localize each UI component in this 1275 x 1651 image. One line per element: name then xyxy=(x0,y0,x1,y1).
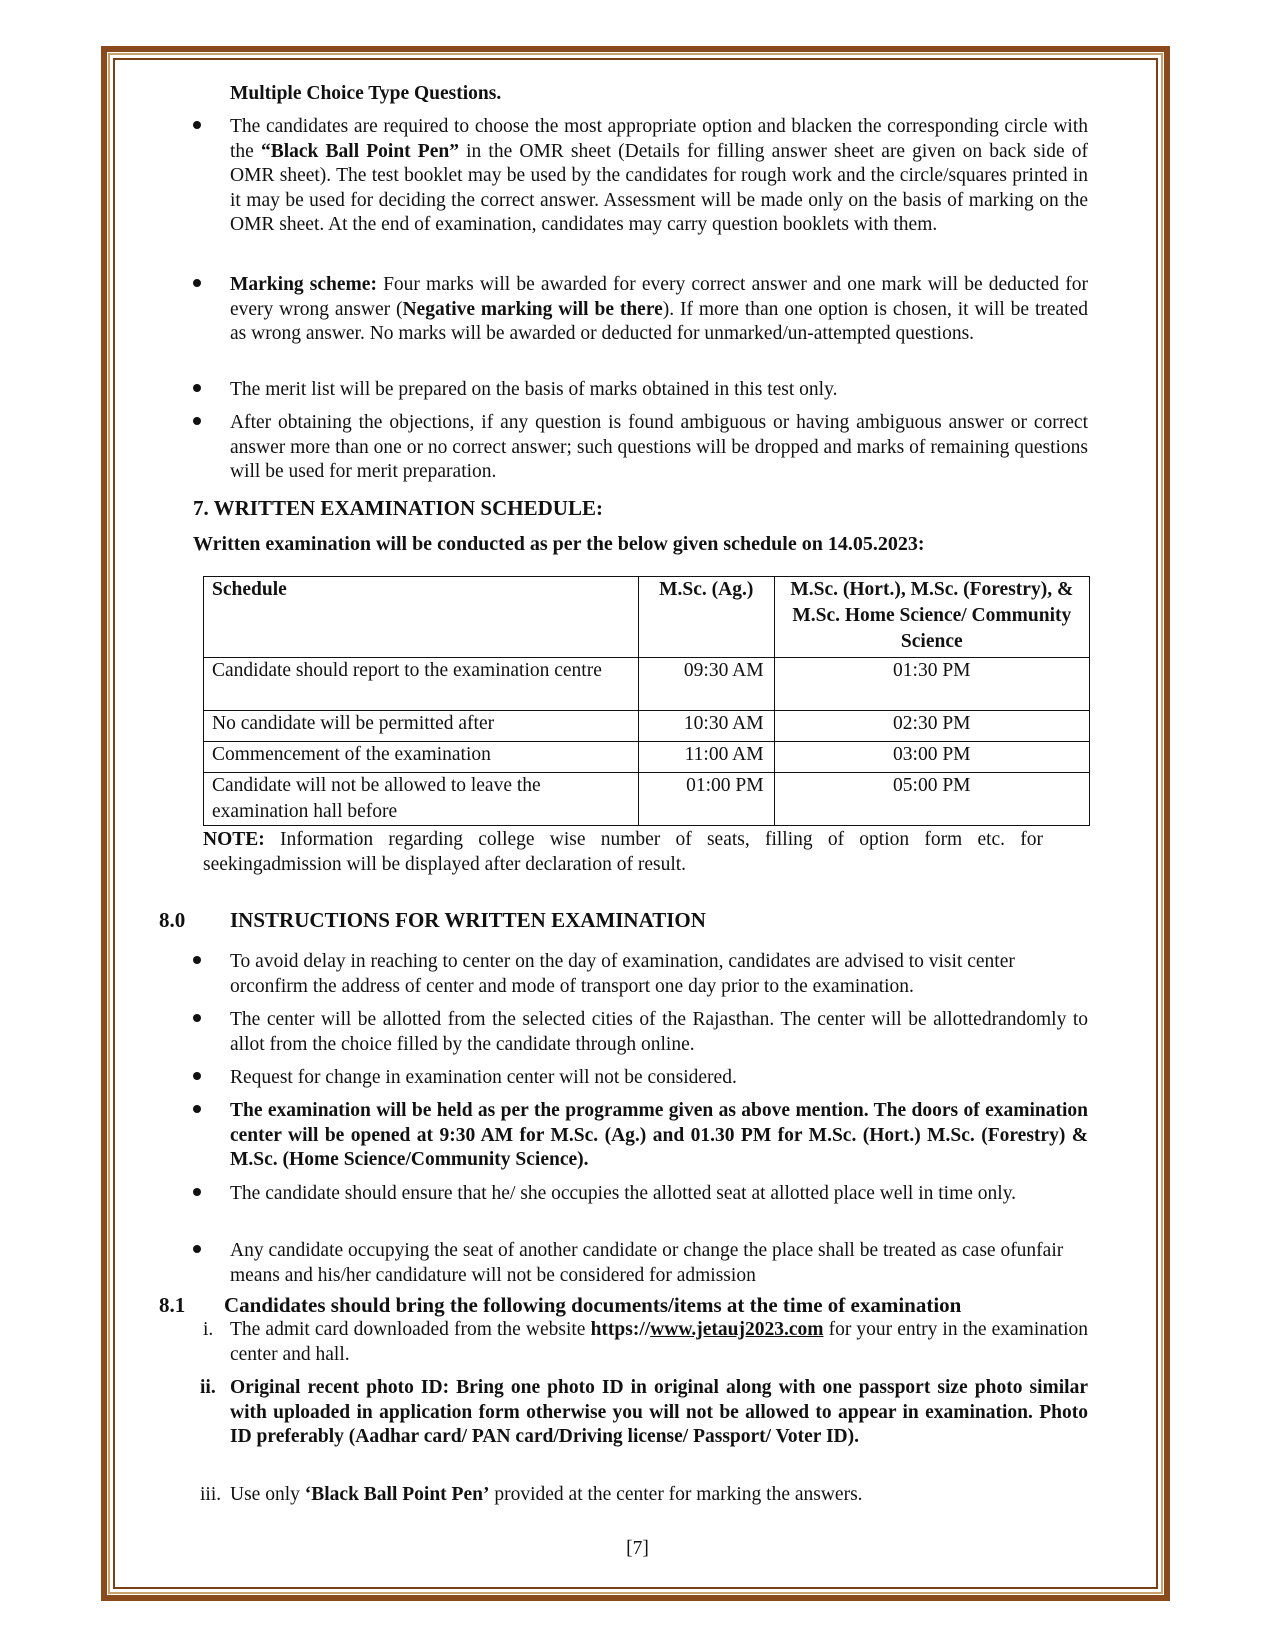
instruction-visit-center: To avoid delay in reaching to center on the day of examination, candidates are advised to visit center orconfirm the address of center and mode of transport one day prior to the examination. xyxy=(230,951,1015,997)
bullet-icon xyxy=(193,1105,203,1115)
text-run: Four marks will be awarded for every correct answer and one mark will be deducted for every wrong answer ( xyxy=(230,274,1088,320)
item-i-number: i. xyxy=(203,1319,214,1340)
bullet-icon xyxy=(193,121,203,131)
marking-scheme-paragraph xyxy=(230,273,1088,347)
black-ball-pen-emphasis: ‘Black Ball Point Pen’ xyxy=(304,1484,490,1505)
table-cell: 01:00 PM xyxy=(638,773,774,826)
website-protocol: https:// xyxy=(590,1319,651,1340)
table-cell: 02:30 PM xyxy=(774,711,1089,742)
text-run: The candidates are required to choose the most appropriate option and blacken the corresponding circle with the xyxy=(230,116,1088,162)
section-7-title: 7. WRITTEN EXAMINATION SCHEDULE: xyxy=(193,496,603,520)
item-ii-number: ii. xyxy=(200,1377,216,1398)
text-run: ). If more than one option is chosen, it will be treated as wrong answer. No marks will be awarded or deducted for unmarked/un-attempted questions. xyxy=(230,298,1088,344)
note-text: Information regarding college wise number of seats, filling of option form etc. for seekingadmission will be displayed after declaration of result. xyxy=(203,829,1043,875)
table-cell: 11:00 AM xyxy=(638,742,774,773)
schedule-note xyxy=(203,828,1043,877)
table-cell: 03:00 PM xyxy=(774,742,1089,773)
bullet-icon xyxy=(193,1188,203,1198)
section-81-number: 8.1 xyxy=(159,1293,186,1317)
bullet-icon xyxy=(193,417,203,427)
table-header-cell: Schedule xyxy=(204,577,639,658)
marking-scheme-label: Marking scheme: xyxy=(230,274,377,295)
table-cell: Candidate will not be allowed to leave the examination hall before xyxy=(204,773,639,826)
note-label: NOTE: xyxy=(203,829,265,850)
schedule-table xyxy=(203,576,1090,826)
table-header-cell: M.Sc. (Hort.), M.Sc. (Forestry), & M.Sc. Home Science/ Community Science xyxy=(774,577,1089,658)
item-i-admit-card xyxy=(230,1318,1088,1367)
bullet-icon xyxy=(193,1072,203,1082)
bullet-icon xyxy=(193,1014,203,1024)
bullet-icon xyxy=(193,1245,203,1255)
section-81-title: Candidates should bring the following documents/items at the time of examination xyxy=(224,1293,962,1317)
text-run: provided at the center for marking the answers. xyxy=(489,1484,863,1505)
negative-marking-emphasis: Negative marking will be there xyxy=(402,298,663,320)
table-cell: 09:30 AM xyxy=(638,658,774,711)
table-header-cell: M.Sc. (Ag.) xyxy=(638,577,774,658)
page-number: [7] xyxy=(626,1538,649,1559)
item-iii-number: iii. xyxy=(200,1484,222,1505)
omr-instructions-paragraph xyxy=(230,115,1088,238)
bullet-icon xyxy=(193,956,203,966)
text-run: for your entry in the examination center and hall. xyxy=(230,1319,1088,1365)
table-cell: 05:00 PM xyxy=(774,773,1089,826)
instruction-programme-doors: The examination will be held as per the programme given as above mention. The doors of examination center will be opened at 9:30 AM for M.Sc. (Ag.) and 01.30 PM for M.Sc. (Hort.) M.Sc. (Forestry) & M.Sc. (Home Science/Community Science). xyxy=(230,1100,1088,1170)
text-run: Use only xyxy=(230,1484,305,1505)
instruction-allotted-seat: The candidate should ensure that he/ she occupies the allotted seat at allotted place well in time only. xyxy=(230,1183,1017,1204)
schedule-subtitle: Written examination will be conducted as per the below given schedule on 14.05.2023: xyxy=(193,533,925,555)
table-cell: Commencement of the examination xyxy=(204,742,639,773)
table-row xyxy=(204,742,1090,773)
table-header-row xyxy=(204,577,1090,658)
mcq-heading: Multiple Choice Type Questions. xyxy=(230,83,502,104)
table-cell: 10:30 AM xyxy=(638,711,774,742)
text-run: in the OMR sheet (Details for filling answer sheet are given on back side of OMR sheet). The test booklet may be used by the candidates for rough work and the circle/squares printed in it may be used for deciding the correct answer. Assessment will be made only on the basis of marking on the OMR sheet. At the end of examination, candidates may carry question booklets with them. xyxy=(230,140,1088,235)
objections-paragraph: After obtaining the objections, if any question is found ambiguous or having ambiguous answer or correct answer more than one or no correct answer; such questions will be dropped and marks of remaining questions will be used for merit preparation. xyxy=(230,412,1088,482)
text-run: The admit card downloaded from the website xyxy=(230,1319,591,1340)
bullet-icon xyxy=(193,279,203,289)
instruction-center-allotment: The center will be allotted from the selected cities of the Rajasthan. The center will be allottedrandomly to allot from the choice filled by the candidate through online. xyxy=(230,1009,1088,1055)
item-iii-pen xyxy=(230,1483,1088,1508)
item-ii-photo-id: Original recent photo ID: Bring one photo ID in original along with one passport size photo similar with uploaded in application form otherwise you will not be allowed to appear in examination. Photo ID preferably (Aadhar card/ PAN card/Driving license/ Passport/ Voter ID). xyxy=(230,1377,1088,1447)
table-row xyxy=(204,658,1090,711)
table-cell: No candidate will be permitted after xyxy=(204,711,639,742)
black-ball-pen-emphasis: “Black Ball Point Pen” xyxy=(260,140,459,162)
instruction-unfair-means: Any candidate occupying the seat of another candidate or change the place shall be treated as case ofunfair means and his/her candidature will not be considered for admission xyxy=(230,1240,1064,1286)
website-link[interactable]: www.jetauj2023.com xyxy=(650,1319,824,1340)
merit-list-paragraph: The merit list will be prepared on the basis of marks obtained in this test only. xyxy=(230,379,838,400)
table-row xyxy=(204,711,1090,742)
table-cell: 01:30 PM xyxy=(774,658,1089,711)
table-row xyxy=(204,773,1090,826)
table-cell: Candidate should report to the examination centre xyxy=(204,658,639,711)
section-8-title: INSTRUCTIONS FOR WRITTEN EXAMINATION xyxy=(230,908,706,932)
section-8-number: 8.0 xyxy=(159,908,186,932)
instruction-no-center-change: Request for change in examination center will not be considered. xyxy=(230,1067,737,1088)
bullet-icon xyxy=(193,384,203,394)
